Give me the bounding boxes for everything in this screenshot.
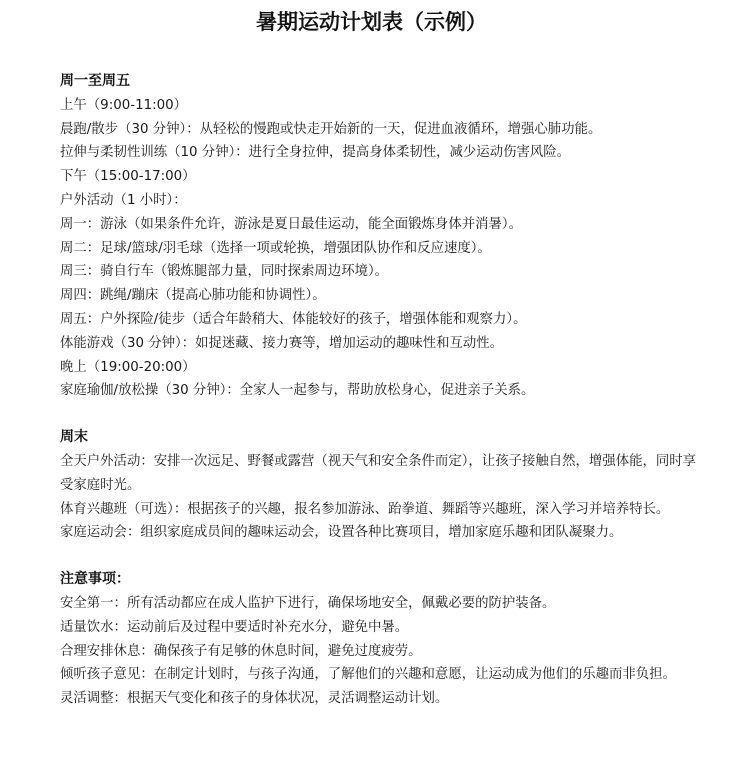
list-item: 晨跑/散步（30 分钟）：从轻松的慢跑或快走开始新的一天，促进血液循环，增强心肺功能。 (60, 121, 602, 137)
list-item: 体能游戏（30 分钟）：如捉迷藏、接力赛等，增加运动的趣味性和互动性。 (60, 335, 504, 351)
morning-time: 上午（9:00-11:00） (60, 97, 188, 113)
weekend-section (60, 426, 720, 545)
list-item: 安全第一：所有活动都应在成人监护下进行，确保场地安全，佩戴必要的防护装备。 (60, 595, 556, 611)
list-item: 周一：游泳（如果条件允许，游泳是夏日最佳运动，能全面锻炼身体并消暑）。 (60, 216, 522, 232)
notes-section (60, 568, 720, 711)
list-item: 周四：跳绳/蹦床（提高心肺功能和协调性）。 (60, 288, 326, 304)
weekday-section (60, 70, 720, 403)
notes-heading: 注意事项： (60, 571, 130, 588)
list-item: 合理安排休息：确保孩子有足够的休息时间，避免过度疲劳。 (60, 643, 422, 659)
list-item: 周三：骑自行车（锻炼腿部力量，同时探索周边环境）。 (60, 264, 389, 280)
list-item: 适量饮水：运动前后及过程中要适时补充水分，避免中暑。 (60, 619, 409, 635)
list-item: 灵活调整：根据天气变化和孩子的身体状况，灵活调整运动计划。 (60, 691, 449, 707)
document-body (60, 70, 720, 711)
list-item: 周五：户外探险/徒步（适合年龄稍大、体能较好的孩子，增强体能和观察力）。 (60, 311, 527, 327)
weekday-heading: 周一至周五 (60, 73, 130, 89)
list-item: 体育兴趣班（可选）：根据孩子的兴趣，报名参加游泳、跆拳道、舞蹈等兴趣班，深入学习并培养特长。 (60, 501, 670, 517)
list-item: 倾听孩子意见：在制定计划时，与孩子沟通，了解他们的兴趣和意愿，让运动成为他们的乐趣而非负担。 (60, 667, 676, 683)
list-item: 家庭运动会：组织家庭成员间的趣味运动会，设置各种比赛项目，增加家庭乐趣和团队凝聚力。 (60, 525, 623, 541)
afternoon-time: 下午（15:00-17:00） (60, 169, 196, 185)
list-item: 全天户外活动：安排一次远足、野餐或露营（视天气和安全条件而定），让孩子接触自然，增强体能，同时享受家庭时光。 (60, 453, 697, 493)
list-item: 拉伸与柔韧性训练（10 分钟）：进行全身拉伸，提高身体柔韧性，减少运动伤害风险。 (60, 145, 571, 161)
list-item: 户外活动（1 小时）： (60, 192, 187, 208)
weekend-heading: 周末 (60, 429, 88, 446)
list-item: 周二：足球/篮球/羽毛球（选择一项或轮换，增强团队协作和反应速度）。 (60, 240, 491, 256)
evening-time: 晚上（19:00-20:00） (60, 359, 196, 375)
list-item: 家庭瑜伽/放松操（30 分钟）：全家人一起参与，帮助放松身心，促进亲子关系。 (60, 383, 535, 399)
page-title: 暑期运动计划表（示例） (256, 9, 487, 34)
